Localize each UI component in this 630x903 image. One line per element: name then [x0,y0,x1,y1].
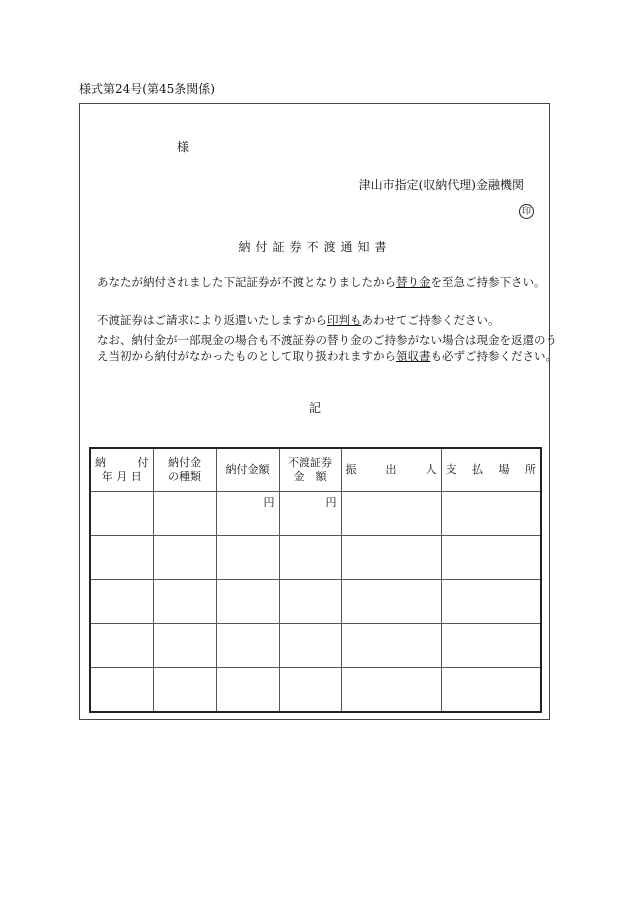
paragraph-1-underlined: 替り金 [396,275,431,289]
header-drawer-char-3: 人 [425,463,437,476]
details-table [89,447,542,713]
paragraph-1 [86,275,561,291]
yen-unit: 円 [325,496,337,509]
header-type-line-1: 納付金 [168,456,201,469]
document-title: 納付証券不渡通知書 [238,240,392,254]
cell-place[interactable] [441,536,541,580]
cell-amount[interactable] [216,536,279,580]
header-dishonored-amount [279,448,341,492]
ki-heading: 記 [308,401,321,415]
header-payment-type [153,448,216,492]
yen-unit: 円 [263,496,275,509]
cell-date[interactable] [90,492,153,536]
cell-dishonored-amount[interactable] [279,668,341,713]
issuer-name: 津山市指定(収納代理)金融機関 [358,178,524,192]
cell-date[interactable] [90,668,153,713]
header-place-char-4: 所 [525,463,536,476]
cell-place[interactable] [441,668,541,713]
cell-dishonored-amount[interactable] [279,536,341,580]
table-row [90,492,541,536]
seal-mark: 印 [519,204,534,219]
header-drawer-char-1: 振 [345,463,357,476]
cell-amount[interactable] [216,492,279,536]
cell-date[interactable] [90,536,153,580]
cell-drawer[interactable] [341,624,441,668]
header-amount-label: 納付金額 [225,463,270,476]
table-row [90,536,541,580]
cell-dishonored-amount[interactable] [279,492,341,536]
cell-drawer[interactable] [341,536,441,580]
header-type-line-2: の種類 [168,470,201,483]
cell-amount[interactable] [216,668,279,713]
header-place-char-3: 場 [498,463,510,476]
paragraph-2-text-a: 不渡証券はご請求により返還いたしますから [97,313,327,327]
header-dishonored-line-2: 金 額 [293,470,327,483]
cell-type[interactable] [153,580,216,624]
header-date-line-2: 年 月 日 [101,470,142,483]
header-payment-date [90,448,153,492]
cell-amount[interactable] [216,624,279,668]
header-date-char-2: 付 [137,456,149,469]
table-row [90,668,541,713]
addressee-suffix: 様 [177,140,190,154]
cell-place[interactable] [441,624,541,668]
cell-type[interactable] [153,536,216,580]
header-payment-amount [216,448,279,492]
cell-dishonored-amount[interactable] [279,580,341,624]
cell-drawer[interactable] [341,492,441,536]
header-place-char-1: 支 [445,463,457,476]
paragraph-3 [86,333,561,364]
paragraph-3-text-a: なお、納付金が一部現金の場合も不渡証券の替り金のご持参がない場合は現金を返還のうえ当初から納付がなかったものとして取り扱われますから [97,333,557,363]
paragraph-3-underlined: 領収書 [396,348,431,363]
cell-type[interactable] [153,668,216,713]
cell-place[interactable] [441,580,541,624]
cell-date[interactable] [90,624,153,668]
header-drawer-char-2: 出 [385,463,397,476]
header-payment-place [441,448,541,492]
header-dishonored-line-1: 不渡証券 [288,456,332,469]
header-date-char-1: 納 [95,456,106,469]
header-drawer [341,448,441,492]
table-row [90,580,541,624]
cell-drawer[interactable] [341,580,441,624]
paragraph-1-text-b: を至急ご持参下さい。 [430,275,546,289]
cell-place[interactable] [441,492,541,536]
cell-drawer[interactable] [341,668,441,713]
form-number: 様式第24号(第45条関係) [79,82,215,96]
paragraph-2-text-b: あわせてご持参ください。 [361,313,500,327]
header-place-char-2: 払 [472,463,483,476]
cell-type[interactable] [153,492,216,536]
cell-dishonored-amount[interactable] [279,624,341,668]
cell-date[interactable] [90,580,153,624]
cell-type[interactable] [153,624,216,668]
table-row [90,624,541,668]
paragraph-1-text-a: あなたが納付されました下記証券が不渡となりましたから [97,275,396,289]
paragraph-2-underlined: 印判も [327,313,362,327]
table-header-row [90,448,541,492]
paragraph-2 [86,313,561,329]
cell-amount[interactable] [216,580,279,624]
paragraph-3-text-b: も必ずご持参ください。 [430,348,557,363]
